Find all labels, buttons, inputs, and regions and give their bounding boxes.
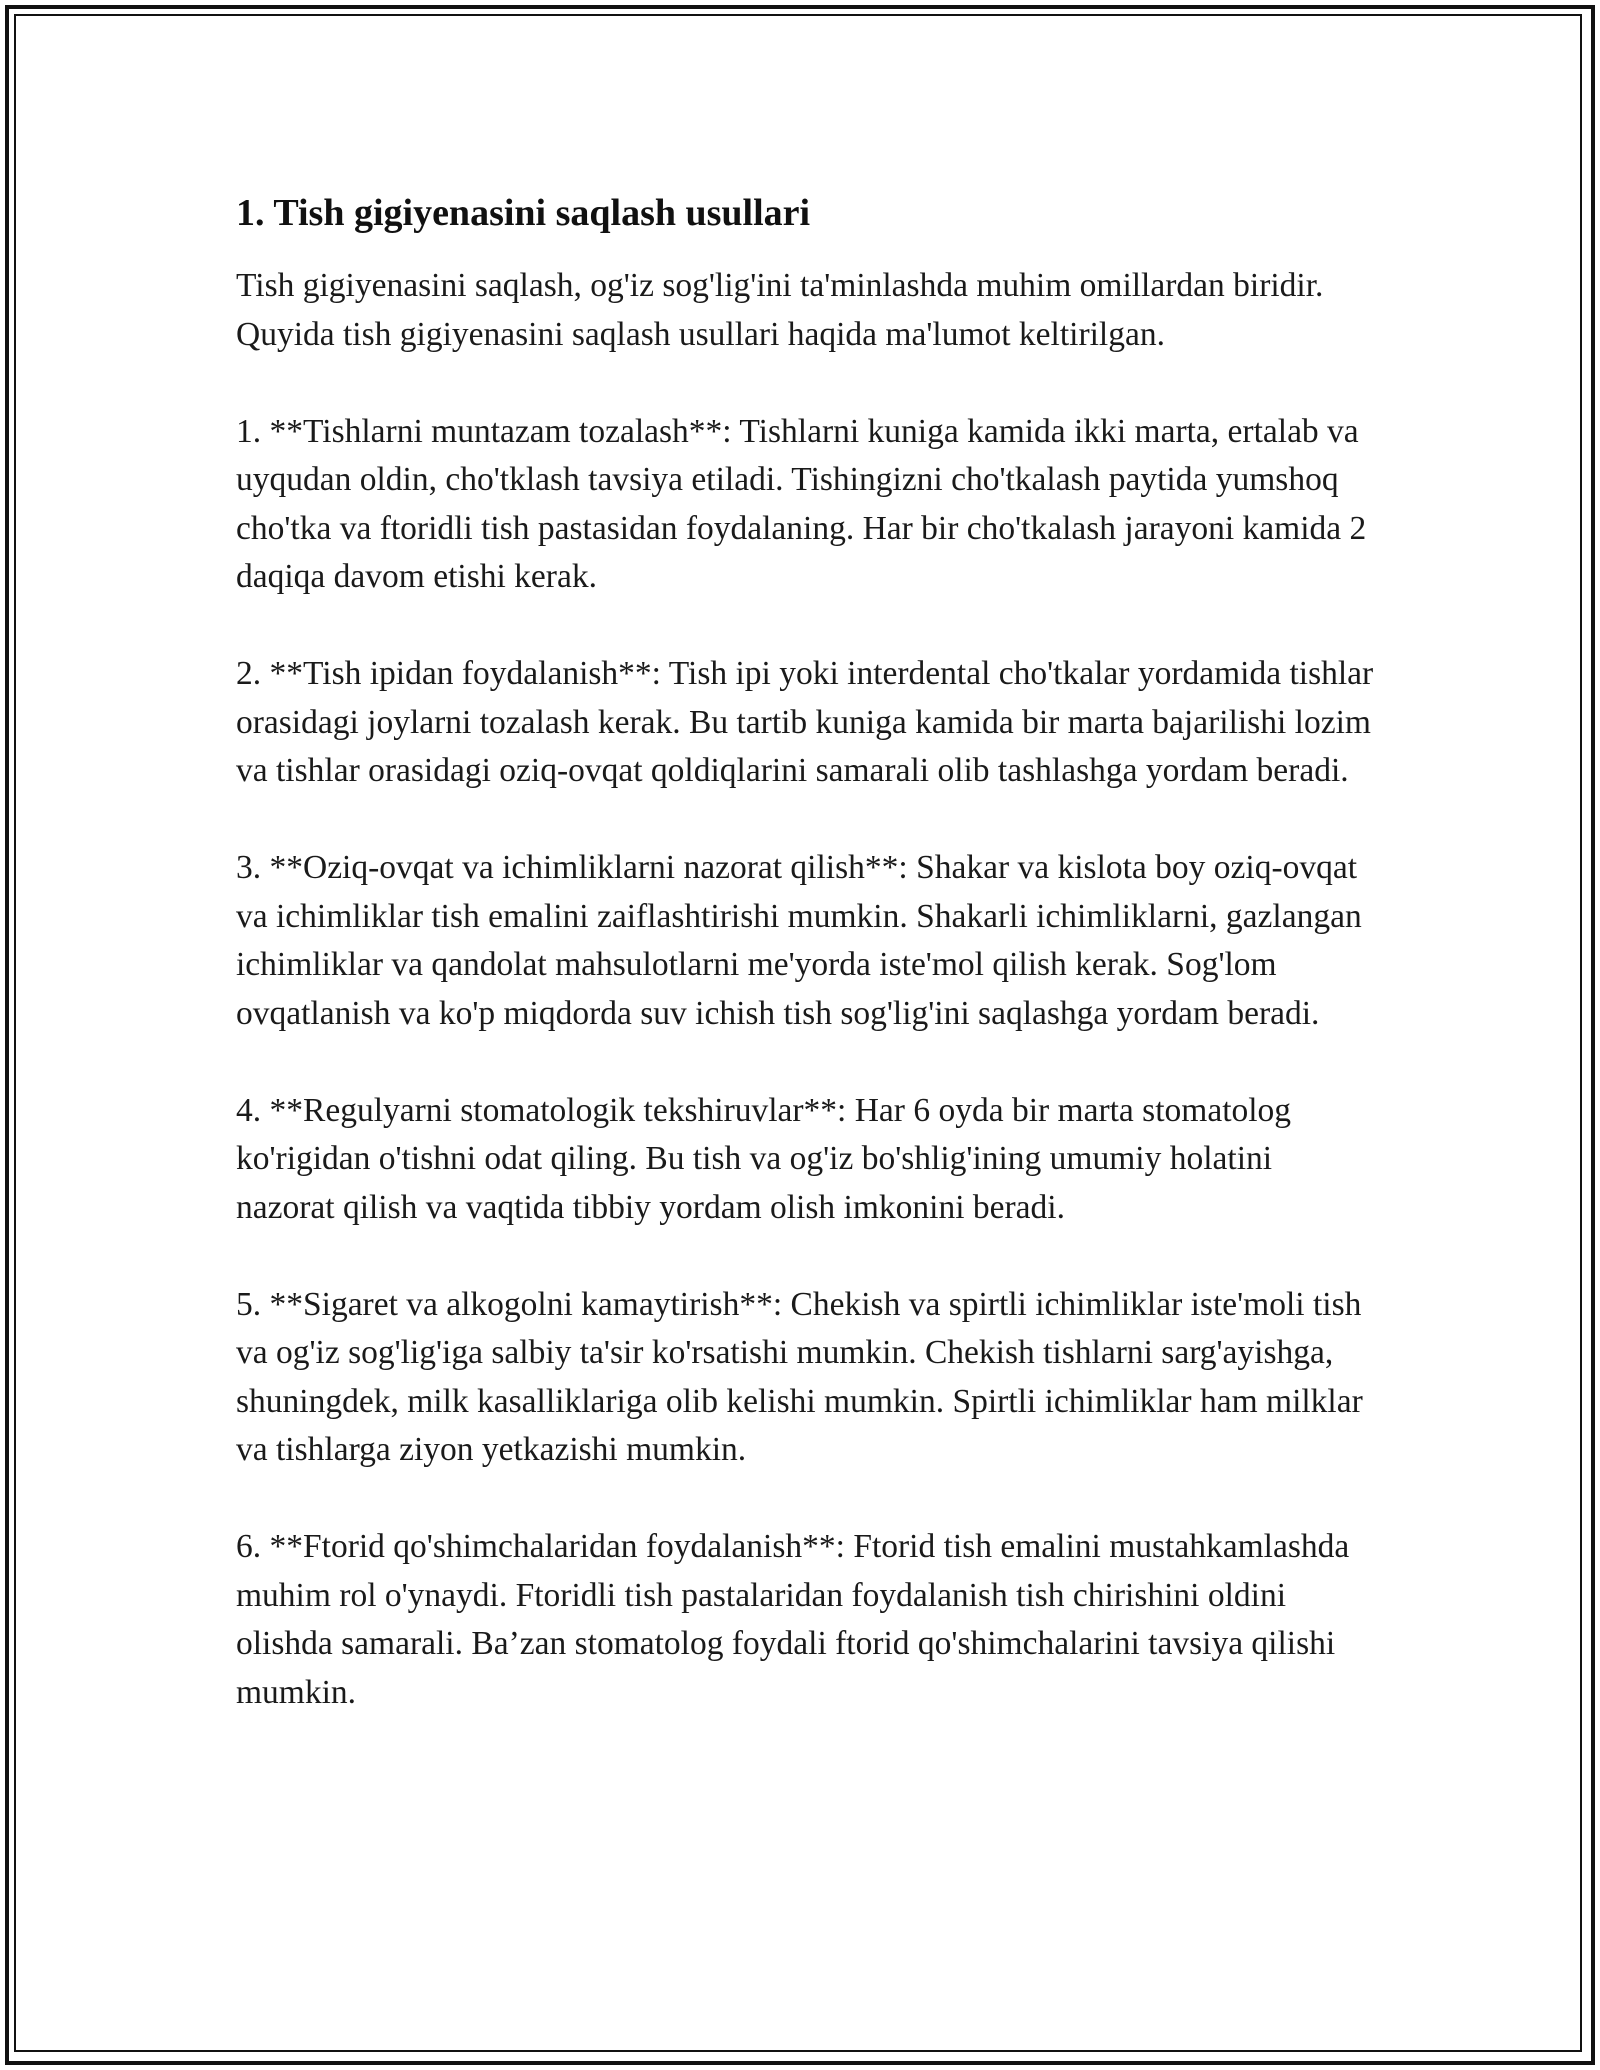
document-title: 1. Tish gigiyenasini saqlash usullari	[236, 192, 811, 234]
paragraph-smoking-alcohol: 5. **Sigaret va alkogolni kamaytirish**: Chekish va spirtli ichimliklar iste'moli tish va og'iz sog'lig'iga salbiy ta'sir ko'rsatishi mumkin. Chekish tishlarni sarg'ayishga, shuningdek, milk kasalliklariga olib kelishi mumkin. Spirtli ichimliklar ham milklar va tishlarga ziyon yetkazishi mumkin.	[236, 1285, 1363, 1468]
document-body	[236, 186, 1376, 1717]
paragraph-fluoride: 6. **Ftorid qo'shimchalaridan foydalanish**: Ftorid tish emalini mustahkamlashda muhim rol o'ynaydi. Ftoridli tish pastalaridan foydalanish tish chirishini oldini olishda samarali. Ba’zan stomatolog foydali ftorid qo'shimchalarini tavsiya qilishi mumkin.	[236, 1528, 1350, 1711]
paragraph-brushing: 1. **Tishlarni muntazam tozalash**: Tishlarni kuniga kamida ikki marta, ertalab va uyqudan oldin, cho'tklash tavsiya etiladi. Tishingizni cho'tkalash paytida yumshoq cho'tka va ftoridli tish pastasidan foydalaning. Har bir cho'tkalash jarayoni kamida 2 daqiqa davom etishi kerak.	[236, 412, 1367, 595]
paragraph-flossing: 2. **Tish ipidan foydalanish**: Tish ipi yoki interdental cho'tkalar yordamida tishlar orasidagi joylarni tozalash kerak. Bu tartib kuniga kamida bir marta bajarilishi lozim va tishlar orasidagi oziq-ovqat qoldiqlarini samarali olib tashlashga yordam beradi.	[236, 655, 1374, 789]
paragraph-diet: 3. **Oziq-ovqat va ichimliklarni nazorat qilish**: Shakar va kislota boy oziq-ovqat va ichimliklar tish emalini zaiflashtirishi mumkin. Shakarli ichimliklarni, gazlangan ichimliklar va qandolat mahsulotlarni me'yorda iste'mol qilish kerak. Sog'lom ovqatlanish va ko'p miqdorda suv ichish tish sog'lig'ini saqlashga yordam beradi.	[236, 849, 1362, 1032]
intro-paragraph: Tish gigiyenasini saqlash, og'iz sog'lig'ini ta'minlashda muhim omillardan biridir. Quyida tish gigiyenasini saqlash usullari haqida ma'lumot keltirilgan.	[236, 267, 1324, 353]
paragraph-checkups: 4. **Regulyarni stomatologik tekshiruvlar**: Har 6 oyda bir marta stomatolog ko'rigidan o'tishni odat qiling. Bu tish va og'iz bo'shlig'ining umumiy holatini nazorat qilish va vaqtida tibbiy yordam olish imkonini beradi.	[236, 1091, 1292, 1226]
